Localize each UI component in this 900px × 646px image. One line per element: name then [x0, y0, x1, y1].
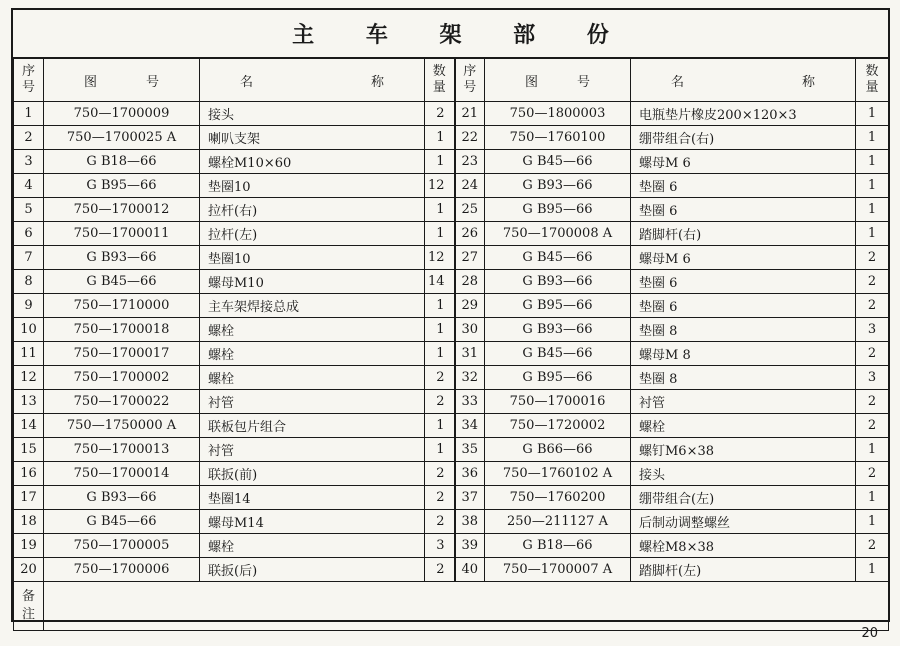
row-code: G B93—66 — [485, 174, 631, 198]
row-name: 衬管 — [200, 438, 425, 462]
row-name: 螺母M 6 — [631, 150, 856, 174]
row-code: G B95—66 — [485, 366, 631, 390]
row-name: 垫圈 6 — [631, 294, 856, 318]
row-code: G B93—66 — [44, 246, 200, 270]
row-code: 750—1700008 A — [485, 222, 631, 246]
row-name: 螺栓 — [200, 366, 425, 390]
row-code: 750—1700011 — [44, 222, 200, 246]
row-seq: 28 — [455, 270, 485, 294]
row-name: 拉杆(右) — [200, 198, 425, 222]
row-qty: 12 — [425, 174, 455, 198]
row-name: 后制动调整螺丝 — [631, 510, 856, 534]
header-qty-text: 数 量 — [432, 64, 446, 95]
table-row — [14, 174, 889, 198]
row-name: 垫圈 8 — [631, 366, 856, 390]
row-code: 750—1750000 A — [44, 414, 200, 438]
header-code-right — [485, 59, 631, 102]
row-seq: 29 — [455, 294, 485, 318]
row-qty: 2 — [856, 342, 889, 366]
row-qty: 1 — [425, 318, 455, 342]
row-qty: 3 — [425, 534, 455, 558]
row-name: 衬管 — [631, 390, 856, 414]
row-seq: 18 — [14, 510, 44, 534]
table-row — [14, 342, 889, 366]
row-seq: 17 — [14, 486, 44, 510]
row-seq: 2 — [14, 126, 44, 150]
row-seq: 37 — [455, 486, 485, 510]
remarks-label-text: 备 注 — [21, 589, 35, 622]
row-name: 螺钉M6×38 — [631, 438, 856, 462]
row-qty: 1 — [425, 294, 455, 318]
row-code: G B95—66 — [485, 198, 631, 222]
row-name: 垫圈14 — [200, 486, 425, 510]
row-name: 垫圈10 — [200, 174, 425, 198]
row-qty: 1 — [425, 150, 455, 174]
row-seq: 11 — [14, 342, 44, 366]
row-qty: 2 — [425, 102, 455, 126]
row-seq: 14 — [14, 414, 44, 438]
table-row — [14, 558, 889, 582]
row-seq: 16 — [14, 462, 44, 486]
header-qty-right-text: 数 量 — [865, 64, 879, 95]
row-name: 喇叭支架 — [200, 126, 425, 150]
header-name-a: 名 — [240, 74, 254, 90]
row-seq: 15 — [14, 438, 44, 462]
row-qty: 2 — [856, 534, 889, 558]
row-qty: 1 — [856, 486, 889, 510]
table-row — [14, 390, 889, 414]
row-seq: 12 — [14, 366, 44, 390]
row-qty: 1 — [856, 198, 889, 222]
header-qty-right — [856, 59, 889, 102]
row-name: 螺母M 6 — [631, 246, 856, 270]
row-name: 垫圈 8 — [631, 318, 856, 342]
row-qty: 1 — [425, 198, 455, 222]
row-code: 750—1760102 A — [485, 462, 631, 486]
row-qty: 1 — [856, 174, 889, 198]
row-name: 螺栓 — [200, 534, 425, 558]
row-name: 螺母M14 — [200, 510, 425, 534]
row-qty: 1 — [856, 558, 889, 582]
row-name: 螺栓 — [200, 342, 425, 366]
row-name: 联扳(后) — [200, 558, 425, 582]
table-row — [14, 534, 889, 558]
table-row — [14, 318, 889, 342]
table-row — [14, 486, 889, 510]
row-code: 750—1700007 A — [485, 558, 631, 582]
row-name: 电瓶垫片橡皮200×120×3 — [631, 102, 856, 126]
header-code-b: 号 — [145, 74, 159, 90]
row-code: G B95—66 — [485, 294, 631, 318]
row-name: 接头 — [631, 462, 856, 486]
row-name: 螺母M10 — [200, 270, 425, 294]
row-code: 250—211127 A — [485, 510, 631, 534]
row-seq: 8 — [14, 270, 44, 294]
row-code: 750—1760200 — [485, 486, 631, 510]
row-seq: 26 — [455, 222, 485, 246]
row-qty: 2 — [856, 414, 889, 438]
row-code: G B45—66 — [44, 510, 200, 534]
table-row — [14, 414, 889, 438]
table-row — [14, 462, 889, 486]
row-seq: 3 — [14, 150, 44, 174]
row-qty: 1 — [856, 438, 889, 462]
row-name: 接头 — [200, 102, 425, 126]
header-name-right-b: 称 — [801, 74, 815, 90]
row-seq: 23 — [455, 150, 485, 174]
row-qty: 1 — [425, 414, 455, 438]
row-code: 750—1760100 — [485, 126, 631, 150]
row-code: 750—1710000 — [44, 294, 200, 318]
row-qty: 2 — [425, 558, 455, 582]
table-row — [14, 270, 889, 294]
table-row — [14, 438, 889, 462]
row-qty: 1 — [856, 222, 889, 246]
parts-table — [13, 58, 889, 631]
row-name: 螺栓 — [200, 318, 425, 342]
row-seq: 1 — [14, 102, 44, 126]
row-seq: 19 — [14, 534, 44, 558]
row-qty: 1 — [425, 222, 455, 246]
header-seq-right — [455, 59, 485, 102]
row-seq: 34 — [455, 414, 485, 438]
header-code — [44, 59, 200, 102]
row-code: 750—1700018 — [44, 318, 200, 342]
row-name: 垫圈 6 — [631, 174, 856, 198]
row-code: 750—1700009 — [44, 102, 200, 126]
row-seq: 7 — [14, 246, 44, 270]
row-qty: 2 — [425, 510, 455, 534]
row-code: G B93—66 — [485, 270, 631, 294]
row-name: 绷带组合(右) — [631, 126, 856, 150]
row-seq: 20 — [14, 558, 44, 582]
table-row — [14, 126, 889, 150]
row-seq: 33 — [455, 390, 485, 414]
header-qty — [425, 59, 455, 102]
row-qty: 2 — [856, 390, 889, 414]
row-name: 拉杆(左) — [200, 222, 425, 246]
row-qty: 1 — [425, 438, 455, 462]
row-code: G B93—66 — [44, 486, 200, 510]
row-name: 联扳(前) — [200, 462, 425, 486]
row-code: G B45—66 — [44, 270, 200, 294]
row-qty: 2 — [856, 270, 889, 294]
header-code-a: 图 — [84, 74, 98, 90]
table-row — [14, 222, 889, 246]
row-code: G B18—66 — [485, 534, 631, 558]
row-name: 螺栓M8×38 — [631, 534, 856, 558]
table-row — [14, 150, 889, 174]
page-title: 主 车 架 部 份 — [13, 10, 888, 58]
header-name-b: 称 — [370, 74, 384, 90]
row-seq: 5 — [14, 198, 44, 222]
row-qty: 2 — [856, 294, 889, 318]
row-code: 750—1700014 — [44, 462, 200, 486]
row-seq: 4 — [14, 174, 44, 198]
row-name: 螺母M 8 — [631, 342, 856, 366]
row-code: G B45—66 — [485, 246, 631, 270]
header-code-right-b: 号 — [576, 74, 590, 90]
row-name: 垫圈 6 — [631, 198, 856, 222]
row-qty: 1 — [856, 102, 889, 126]
row-code: 750—1700025 A — [44, 126, 200, 150]
table-row — [14, 366, 889, 390]
row-code: G B45—66 — [485, 342, 631, 366]
row-qty: 2 — [856, 246, 889, 270]
row-seq: 27 — [455, 246, 485, 270]
row-qty: 1 — [856, 150, 889, 174]
table-row — [14, 198, 889, 222]
row-qty: 12 — [425, 246, 455, 270]
row-qty: 1 — [856, 510, 889, 534]
table-row — [14, 294, 889, 318]
table-row — [14, 246, 889, 270]
row-qty: 2 — [425, 486, 455, 510]
row-seq: 10 — [14, 318, 44, 342]
row-seq: 6 — [14, 222, 44, 246]
row-qty: 1 — [856, 126, 889, 150]
row-seq: 36 — [455, 462, 485, 486]
row-name: 踏脚杆(左) — [631, 558, 856, 582]
row-seq: 39 — [455, 534, 485, 558]
row-code: G B95—66 — [44, 174, 200, 198]
row-name: 联板包片组合 — [200, 414, 425, 438]
row-name: 绷带组合(左) — [631, 486, 856, 510]
row-seq: 32 — [455, 366, 485, 390]
row-qty: 3 — [856, 318, 889, 342]
row-code: G B66—66 — [485, 438, 631, 462]
row-seq: 38 — [455, 510, 485, 534]
remarks-row — [14, 582, 889, 631]
header-seq — [14, 59, 44, 102]
row-qty: 3 — [856, 366, 889, 390]
row-seq: 21 — [455, 102, 485, 126]
row-name: 主车架焊接总成 — [200, 294, 425, 318]
row-seq: 30 — [455, 318, 485, 342]
row-qty: 1 — [425, 342, 455, 366]
row-name: 螺栓 — [631, 414, 856, 438]
header-seq-text: 序 号 — [21, 64, 35, 95]
header-seq-right-text: 序 号 — [463, 64, 477, 95]
parts-list-sheet — [11, 8, 890, 622]
row-code: G B93—66 — [485, 318, 631, 342]
remarks-label — [14, 582, 44, 631]
row-code: 750—1700002 — [44, 366, 200, 390]
header-code-right-a: 图 — [525, 74, 539, 90]
row-name: 踏脚杆(右) — [631, 222, 856, 246]
row-code: 750—1700017 — [44, 342, 200, 366]
row-code: 750—1720002 — [485, 414, 631, 438]
header-name — [200, 59, 425, 102]
row-code: 750—1700005 — [44, 534, 200, 558]
row-seq: 22 — [455, 126, 485, 150]
row-seq: 24 — [455, 174, 485, 198]
header-name-right-a: 名 — [671, 74, 685, 90]
row-seq: 40 — [455, 558, 485, 582]
row-code: G B45—66 — [485, 150, 631, 174]
row-qty: 2 — [856, 462, 889, 486]
row-code: 750—1700006 — [44, 558, 200, 582]
row-seq: 31 — [455, 342, 485, 366]
row-name: 螺栓M10×60 — [200, 150, 425, 174]
row-qty: 14 — [425, 270, 455, 294]
remarks-content — [44, 582, 889, 631]
row-seq: 25 — [455, 198, 485, 222]
header-row — [14, 59, 889, 102]
row-seq: 35 — [455, 438, 485, 462]
row-name: 垫圈10 — [200, 246, 425, 270]
row-code: 750—1700013 — [44, 438, 200, 462]
row-qty: 2 — [425, 366, 455, 390]
table-row — [14, 510, 889, 534]
row-qty: 1 — [425, 126, 455, 150]
table-row — [14, 102, 889, 126]
row-name: 衬管 — [200, 390, 425, 414]
row-code: 750—1700012 — [44, 198, 200, 222]
row-qty: 2 — [425, 462, 455, 486]
row-name: 垫圈 6 — [631, 270, 856, 294]
page-number: 20 — [861, 626, 878, 641]
row-code: 750—1700016 — [485, 390, 631, 414]
row-qty: 2 — [425, 390, 455, 414]
row-code: 750—1800003 — [485, 102, 631, 126]
row-code: G B18—66 — [44, 150, 200, 174]
row-code: 750—1700022 — [44, 390, 200, 414]
header-name-right — [631, 59, 856, 102]
row-seq: 9 — [14, 294, 44, 318]
row-seq: 13 — [14, 390, 44, 414]
